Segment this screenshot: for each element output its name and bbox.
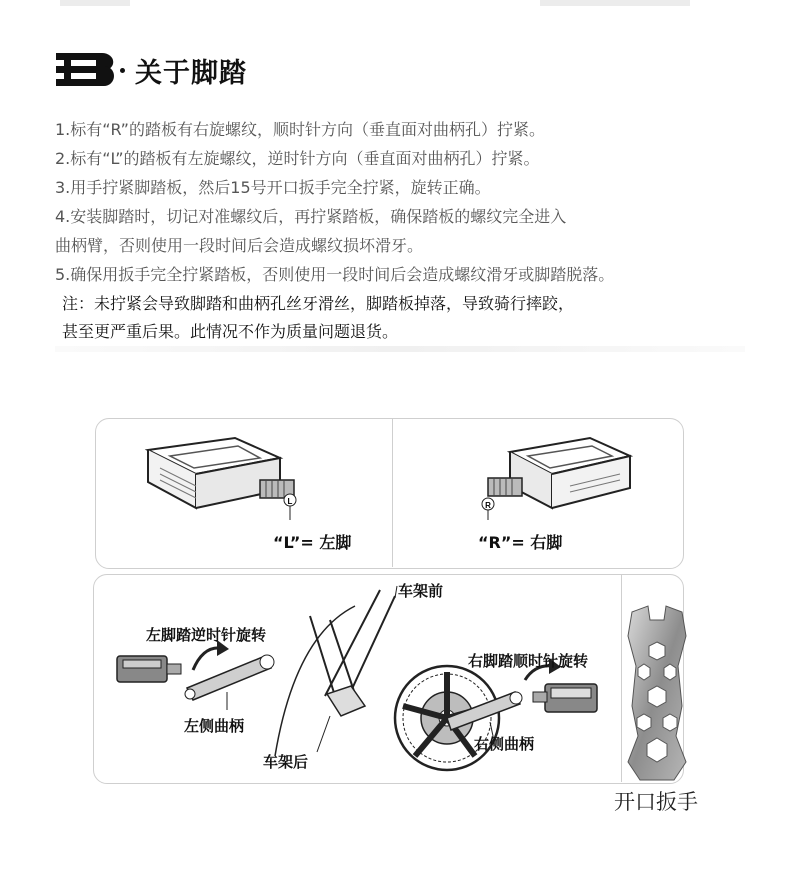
left-crank-label: 左侧曲柄 bbox=[184, 717, 245, 735]
left-pedal-label: “L”= 左脚 bbox=[273, 533, 352, 552]
top-faint-strip bbox=[0, 0, 790, 8]
wrench-caption: 开口扳手 bbox=[614, 790, 698, 814]
wrench-icon bbox=[620, 606, 694, 782]
warning-note bbox=[62, 290, 762, 346]
header-dot bbox=[120, 68, 125, 73]
right-crank-label: 右侧曲柄 bbox=[474, 735, 535, 753]
instruction-list bbox=[55, 115, 775, 289]
right-rotate-label: 右脚踏顺时针旋转 bbox=[468, 652, 589, 670]
left-pedal-icon bbox=[140, 430, 320, 520]
instruction-line: 4.安装脚踏时，切记对准螺纹后，再拧紧踏板，确保踏板的螺纹完全进入 bbox=[55, 207, 567, 226]
page-title: 关于脚踏 bbox=[135, 57, 247, 89]
right-pedal-label: “R”= 右脚 bbox=[478, 533, 563, 552]
right-pedal-icon bbox=[470, 430, 640, 520]
right-pedal-mark: R bbox=[485, 501, 491, 510]
warning-line: 甚至更严重后果。此情况不作为质量问题退货。 bbox=[62, 322, 399, 341]
section-header bbox=[56, 48, 247, 92]
left-pedal-mark: L bbox=[287, 497, 293, 506]
frame-rear-label: 车架后 bbox=[263, 753, 309, 771]
warning-line: 注：未拧紧会导致脚踏和曲柄孔丝牙滑丝，脚踏板掉落，导致骑行摔跤， bbox=[62, 294, 575, 313]
faint-divider bbox=[55, 346, 745, 352]
left-rotate-label: 左脚踏逆时针旋转 bbox=[146, 626, 267, 644]
instruction-line: 曲柄臂，否则使用一段时间后会造成螺纹损坏滑牙。 bbox=[55, 236, 424, 255]
instruction-line: 2.标有“L”的踏板有左旋螺纹，逆时针方向（垂直面对曲柄孔）拧紧。 bbox=[55, 149, 540, 168]
instruction-line: 3.用手拧紧脚踏板，然后15号开口扳手完全拧紧，旋转正确。 bbox=[55, 178, 491, 197]
panel-divider bbox=[392, 418, 393, 567]
brand-logo-icon bbox=[56, 51, 114, 89]
instruction-line: 1.标有“R”的踏板有右旋螺纹，顺时针方向（垂直面对曲柄孔）拧紧。 bbox=[55, 120, 545, 139]
frame-front-label: 车架前 bbox=[398, 582, 444, 600]
bike-frame-diagram bbox=[95, 576, 620, 780]
instruction-line: 5.确保用扳手完全拧紧踏板，否则使用一段时间后会造成螺纹滑牙或脚踏脱落。 bbox=[55, 265, 615, 284]
